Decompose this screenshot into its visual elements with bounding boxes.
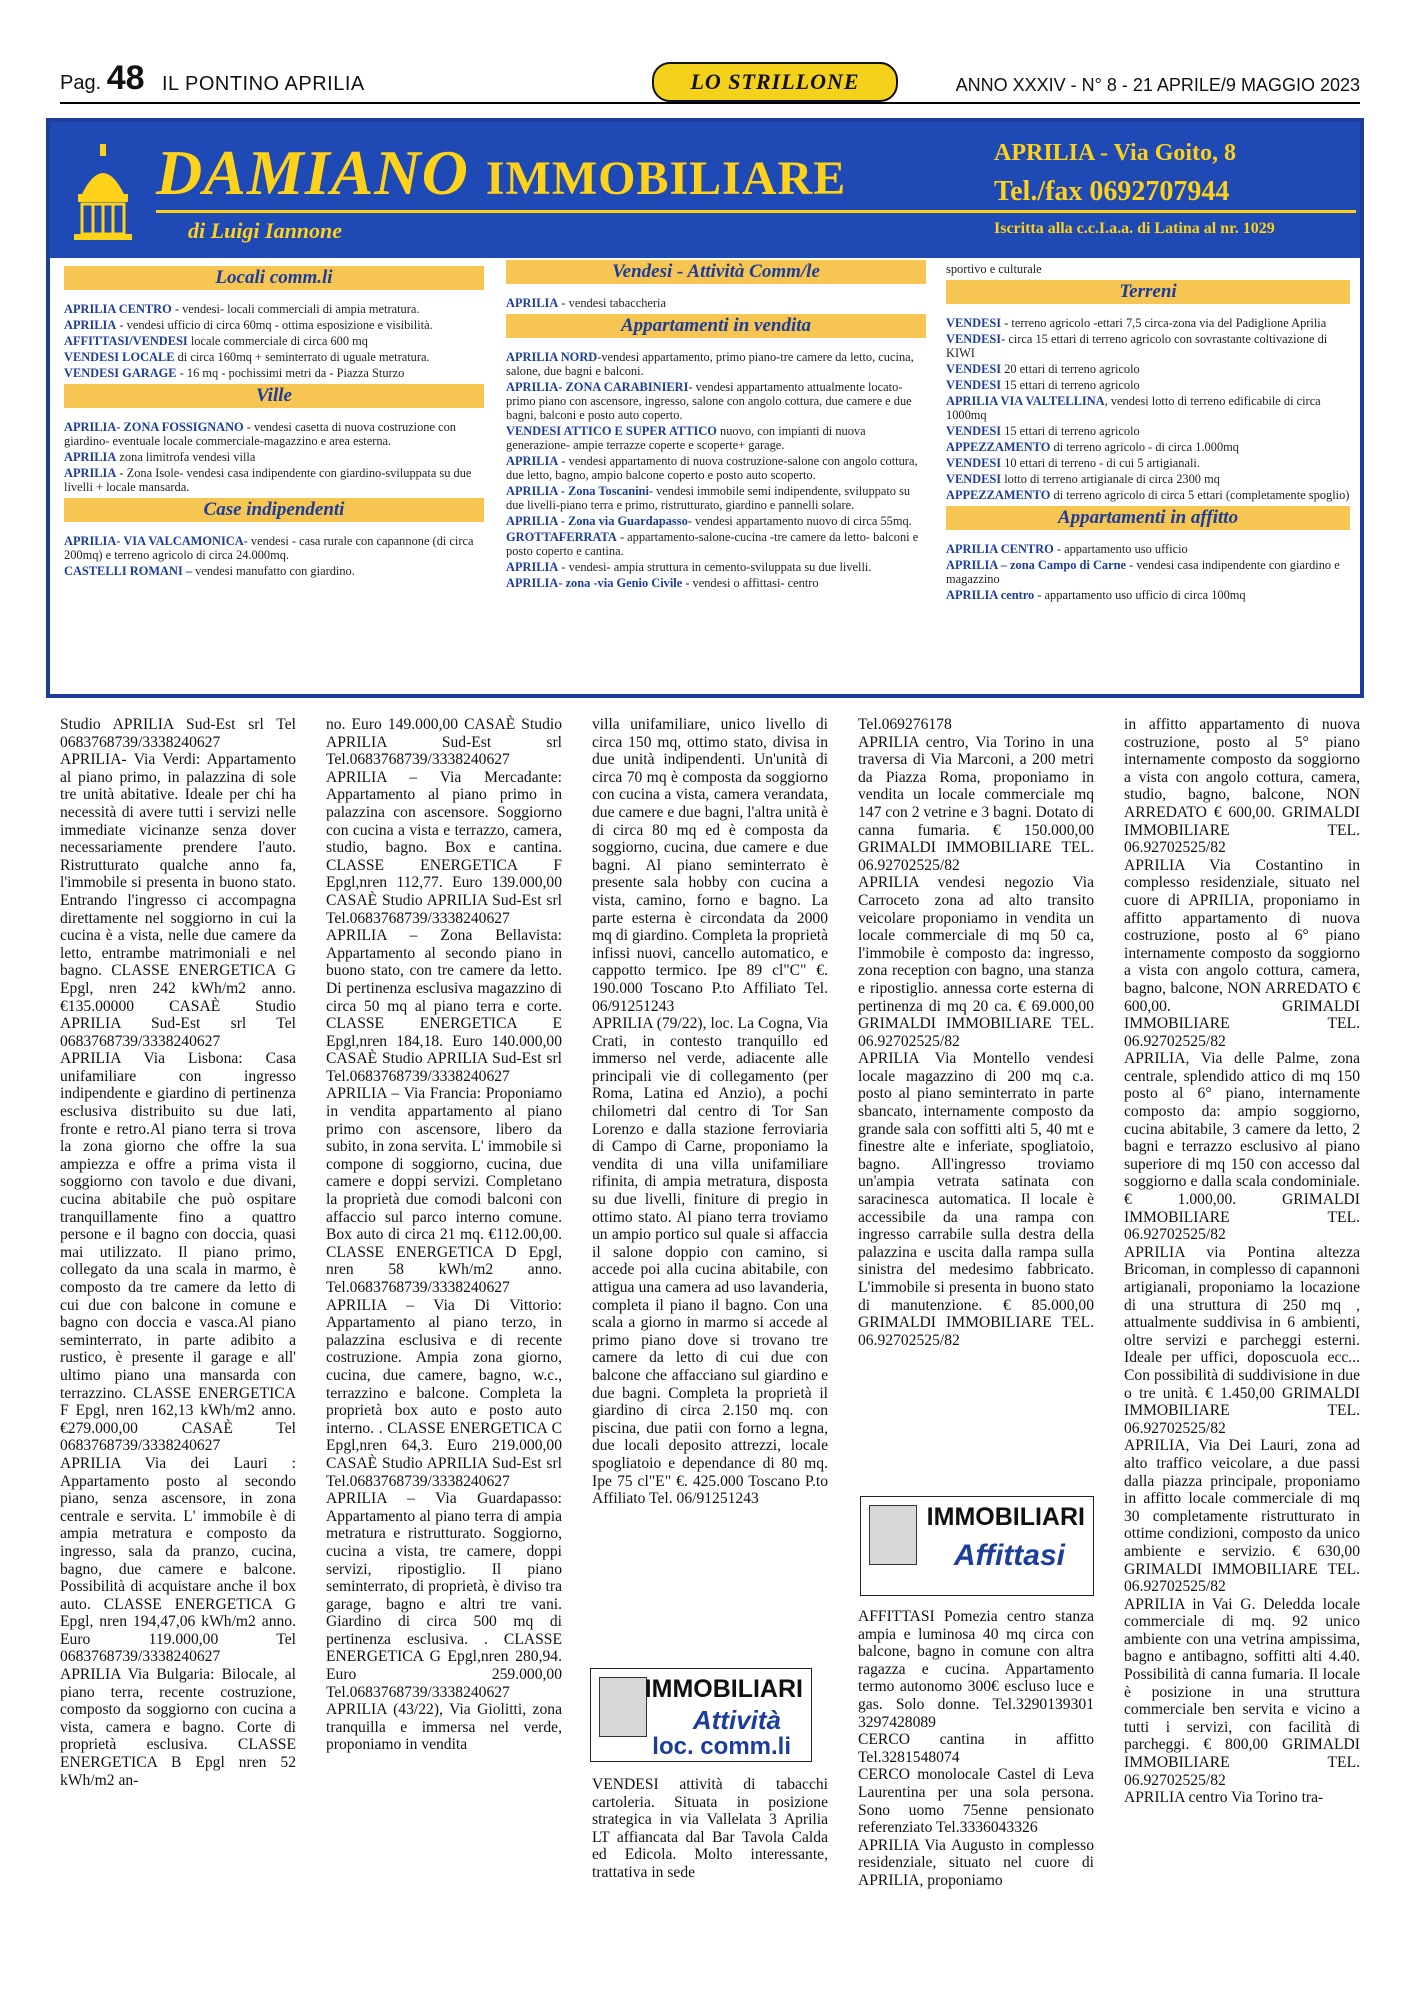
listing-text: - vendesi immobile semi indipendente, sviluppato su due livelli-piano terra e primo, ristrutturato, giardino e pannelli solare. (506, 484, 911, 512)
agency-phone: Tel./fax 0692707944 (994, 176, 1230, 207)
classified-ad: APRILIA Via Costantino in complesso residenziale, situato nel cuore di APRILIA, proponiamo in affitto appartamento di nuova costruzione, posto al 6° piano internamente composto da soggiorno a vista con angolo cottura, camera, bagno, balcone, NON ARREDATO € 600,00. GRIMALDI IMMOBILIARE TEL. 06.92702525/82 (1124, 856, 1360, 1050)
listing-keyword: APRILIA CENTRO (64, 302, 172, 316)
listing-keyword: APRILIA - Zona Toscanini (506, 484, 649, 498)
listings-column-3-lower (592, 1776, 828, 1882)
box-title: IMMOBILIARI (644, 1675, 803, 1703)
section-terreni: Terreni (946, 280, 1350, 304)
classified-ad: CERCO monolocale Castel di Leva Laurentina per una sola persona. Sono uomo 75enne pensionato referenziato Tel.3336043326 (858, 1766, 1094, 1837)
listing-item (64, 534, 484, 562)
classified-ad: Tel.069276178 (858, 716, 952, 733)
listing-item (946, 316, 1350, 330)
listing-keyword: VENDESI LOCALE (64, 350, 175, 364)
listing-text: - appartamento uso ufficio di circa 100mq (1034, 588, 1246, 602)
listing-item (946, 378, 1350, 392)
listing-text: - vendesi casa indipendente con giardino e magazzino (946, 558, 1340, 586)
listing-keyword: VENDESI (946, 456, 1002, 470)
classified-ad: APRILIA in Vai G. Deledda locale commerciale di mq. 92 unico ambiente con una vetrina ampissima, bagno e antibagno, soffitti alti 4.40. Possibilità di canna fumaria. Il locale è posizione in una struttura commerciale ben servita e vicino a tutti i servizi, con facilità di parcheggi. € 800,00 GRIMALDI IMMOBILIARE TEL. 06.92702525/82 (1124, 1595, 1360, 1789)
classified-ad: APRILIA- Via Verdi: Appartamento al piano primo, in palazzina di sole tre unità abitative. Ideale per chi ha necessità di avere tutti i servizi nelle immediate vicinanze senza dover necessariamente prendere l'auto. Ristrutturato qualche anno fa, l'immobile si presenta in buono stato. Entrando l'ingresso ci accompagna direttamente nel soggiorno in cui la cucina è a vista, nelle due camere da letto, entrambe matrimoniali e nel bagno. CLASSE ENERGETICA G Epgl, nren 242 kWh/m2 anno. €135.00000 CASAÈ Studio APRILIA Sud-Est srl Tel 0683768739/3338240627 (60, 751, 296, 1050)
classified-ad: APRILIA – Via Francia: Proponiamo in vendita appartamento al piano primo con ascensore, libero da subito, in zona servita. L' immobile si compone di soggiorno, cucina, due camere e doppi servizi. Completano la proprietà due comodi balconi con affaccio sul parco interno comune. Box auto di circa 21 mq. €112.00,00. CLASSE ENERGETICA D Epgl, nren 58 kWh/m2 anno. Tel.0683768739/3338240627 (326, 1085, 562, 1296)
listing-text: 20 ettari di terreno agricolo (1001, 362, 1140, 376)
newsboy-illustration (599, 1677, 647, 1737)
listings-column-4 (858, 716, 1094, 1349)
classified-ad: APRILIA centro Via Torino tra- (1124, 1789, 1324, 1807)
section-locali-comm: Locali comm.li (64, 266, 484, 290)
listing-item (506, 530, 926, 558)
listing-keyword: APRILIA (64, 318, 117, 332)
listing-text: -vendesi appartamento, primo piano-tre camere da letto, cucina, salone, due bagni e balconi. (506, 350, 914, 378)
listing-keyword: VENDESI (946, 424, 1002, 438)
section-attivita-commerciali: Vendesi - Attività Comm/le (506, 260, 926, 284)
listing-text: zona limitrofa vendesi villa (116, 450, 256, 464)
listing-item (506, 560, 926, 574)
listing-text: - vendesi ufficio di circa 60mq - ottima esposizione e visibilità. (116, 318, 433, 332)
listing-text: - vendesi appartamento attualmente locato-primo piano con ascensore, ingresso, salone con angolo cottura, due camere e due bagni, balconi e posto auto coperto. (506, 380, 912, 422)
box-subtitle: Attività (692, 1705, 781, 1735)
classified-ad: Studio APRILIA Sud-Est srl Tel 0683768739/3338240627 (60, 716, 296, 751)
listing-text: - vendesi tabaccheria (558, 296, 666, 310)
listing-text: - vendesi casetta di nuova costruzione con giardino- eventuale locale commerciale-magazzino e area esterna. (64, 420, 456, 448)
damiano-immobiliare-ad (46, 118, 1364, 698)
agency-address: APRILIA - Via Goito, 8 (994, 140, 1237, 166)
classified-ad: APRILIA Via dei Lauri : Appartamento posto al secondo piano, senza ascensore, in zona centrale e servita. L' immobile è di ampia metratura e composto da ingresso, sala da pranzo, cucina, bagno, due camere e balcone. Possibilità di acquistare anche il box auto. CLASSE ENERGETICA G Epgl, nren 194,47,06 kWh/m2 anno. Euro 119.000,00 Tel 0683768739/3338240627 (60, 1454, 296, 1666)
listing-text: lotto di terreno artigianale di circa 2300 mq (1001, 472, 1220, 486)
listing-keyword: APRILIA – zona Campo di Carne (946, 558, 1127, 572)
listing-text: di terreno agricolo - di circa 1.000mq (1050, 440, 1239, 454)
classified-ad: VENDESI attività di tabacchi cartoleria. Situata in posizione strategica in via Vallelata 3 Aprilia LT affiancata dal Bar Tavola Calda ed Edicola. Molto interessante, trattativa in sede (592, 1776, 828, 1881)
listing-keyword: VENDESI (946, 332, 1002, 346)
listing-item (64, 450, 484, 464)
classified-ad: CERCO cantina in affitto Tel.3281548074 (858, 1731, 1094, 1766)
listing-item (946, 440, 1350, 454)
listing-item (946, 588, 1350, 602)
listing-text: - circa 15 ettari di terreno agricolo con sovrastante coltivazione di KIWI (946, 332, 1328, 360)
listing-item (946, 488, 1350, 502)
church-dome-icon (74, 144, 132, 240)
listing-item (64, 564, 484, 578)
classified-ad: AFFITTASI Pomezia centro stanza ampia e luminosa 40 mq circa con balcone, bagno in comune con altra ragazza e cucina. Appartamento termo autonomo 300€ escluso luce e gas. Solo donne. Tel.3290139301 3297428089 (858, 1608, 1094, 1731)
section-appartamenti-affitto: Appartamenti in affitto (946, 506, 1350, 530)
ad-banner (50, 122, 1360, 258)
agency-registration: Iscritta alla c.c.I.a.a. di Latina al nr. 1029 (994, 220, 1275, 237)
ad-column-2 (506, 260, 926, 592)
listing-item (946, 472, 1350, 486)
listing-item (946, 542, 1350, 556)
listing-keyword: VENDESI (946, 378, 1002, 392)
listing-text: - appartamento uso ufficio (1053, 542, 1188, 556)
listings-column-5 (1124, 716, 1360, 1807)
listing-item (506, 296, 926, 310)
listing-keyword: APRILIA- zona -via Genio Civile (506, 576, 683, 590)
listing-keyword: APRILIA centro (946, 588, 1035, 602)
listing-item (946, 362, 1350, 376)
listing-item (946, 332, 1350, 360)
listing-keyword: APRILIA- VIA VALCAMONICA- (64, 534, 248, 548)
listings-column-3 (592, 716, 828, 1508)
listing-keyword: APRILIA (506, 454, 559, 468)
listing-text: 15 ettari di terreno agricolo (1001, 378, 1140, 392)
listing-keyword: APRILIA- ZONA FOSSIGNANO (64, 420, 244, 434)
listing-item (64, 350, 484, 364)
section-appartamenti-vendita: Appartamenti in vendita (506, 314, 926, 338)
listing-item (64, 318, 484, 332)
section-ville: Ville (64, 384, 484, 408)
owner-name: di Luigi Iannone (188, 218, 343, 243)
newsboy-illustration (869, 1505, 917, 1565)
banner-divider (156, 210, 1356, 213)
classified-ad: APRILIA (43/22), Via Giolitti, zona tranquilla e immersa nel verde, proponiamo in vendita (326, 1701, 562, 1754)
listing-keyword: APPEZZAMENTO (946, 488, 1051, 502)
classified-ad: APRILIA vendesi negozio Via Carroceto zona ad alto transito veicolare proponiamo in vendita un locale commerciale di mq 50 ca, l'immobile è composto da: ingresso, zona reception con bagno, una stanza e ripostiglio. annessa corte esterna di pertinenza di mq 20 ca. € 69.000,00 GRIMALDI IMMOBILIARE TEL. 06.92702525/82 (858, 874, 1094, 1050)
listing-item (506, 350, 926, 378)
listing-text: 15 ettari di terreno agricolo (1001, 424, 1140, 438)
listing-keyword: APRILIA - Zona via Guardapasso (506, 514, 688, 528)
listing-keyword: GROTTAFERRATA (506, 530, 617, 544)
listing-item (64, 420, 484, 448)
listing-item (506, 484, 926, 512)
issue-info: ANNO XXXIV - N° 8 - 21 APRILE/9 MAGGIO 2023 (955, 75, 1360, 95)
classified-ad: APRILIA centro, Via Torino in una traversa di Via Marconi, a 200 metri da Piazza Roma, proponiamo in vendita un locale commerciale mq 147 con 2 vetrine e 3 bagni. Dotato di canna fumaria. € 150.000,00 GRIMALDI IMMOBILIARE TEL. 06.92702525/82 (858, 733, 1095, 874)
listing-keyword: APRILIA CENTRO (946, 542, 1054, 556)
listing-text: - vendesi o affittasi- centro (682, 576, 819, 590)
brand-name: DAMIANO IMMOBILIARE (156, 137, 847, 208)
box-title: IMMOBILIARI (926, 1503, 1085, 1531)
listing-item (506, 454, 926, 482)
listing-item (946, 394, 1350, 422)
immobiliari-attivita-box (590, 1668, 812, 1762)
page-header (60, 60, 1360, 104)
listings-column-2 (326, 716, 562, 1754)
newspaper-name: IL PONTINO APRILIA (162, 73, 365, 95)
listing-text: locale commerciale di circa 600 mq (187, 334, 368, 348)
classified-ad: APRILIA, Via Dei Lauri, zona ad alto traffico veicolare, a due passi dalla piazza principale, proponiamo in affitto locale commerciale di mq 30 completamente ristrutturato in ottime condizioni, composto da unico ambiente e servizio. € 630,00 GRIMALDI IMMOBILIARE TEL. 06.92702525/82 (1124, 1437, 1360, 1596)
listing-keyword: APRILIA (506, 560, 559, 574)
classified-ad: APRILIA Via Augusto in complesso residenziale, situato nel cuore di APRILIA, proponiamo (858, 1836, 1094, 1889)
classified-ad: APRILIA Via Lisbona: Casa unifamiliare con ingresso indipendente e giardino di pertinenza esclusiva distribuito su due lati, fronte e retro.Al piano terra si trova la zona giorno che offre la sua ampiezza e offre a prima vista il soggiorno con tavolo e due divani, cucina abitabile che può ospitare tranquillamente fino a quattro persone e il bagno con doccia, quasi mai utilizzato. Il piano primo, collegato da una scala in marmo, è composto da tre camere da letto di cui due con balcone in comune e bagno con doccia e vasca.Al piano seminterrato, in parte adibito a rustico, è presente il garage e all' ultimo piano una mansarda con terrazzino. CLASSE ENERGETICA F Epgl, nren 162,13 kWh/m2 anno. €279.000,00 CASAÈ Tel 0683768739/3338240627 (60, 1050, 296, 1455)
page-number: Pag. 48 (60, 59, 145, 97)
listing-keyword: VENDESI GARAGE (64, 366, 177, 380)
listing-keyword: VENDESI (946, 316, 1002, 330)
classified-ad: in affitto appartamento di nuova costruzione, posto al 5° piano internamente composto da soggiorno a vista con angolo cottura, camera, studio, bagno, balcone, NON ARREDATO € 600,00. GRIMALDI IMMOBILIARE TEL. 06.92702525/82 (1124, 716, 1360, 857)
listing-text: 10 ettari di terreno - di cui 5 artigianali. (1001, 456, 1200, 470)
classified-ad: APRILIA Via Bulgaria: Bilocale, al piano terra, recente costruzione, composto da soggiorno con cucina a vista, camera e bagno. Corte di proprietà esclusiva. CLASSE ENERGETICA B Epgl nren 52 kWh/m2 an- (60, 1666, 296, 1789)
listing-keyword: AFFITTASI/VENDESI (64, 334, 188, 348)
lo-strillone-logo: LO STRILLONE (652, 62, 898, 102)
listing-item (64, 466, 484, 494)
listing-item (64, 302, 484, 316)
listing-item (506, 514, 926, 528)
listing-text: di circa 160mq + seminterrato di uguale metratura. (174, 350, 430, 364)
ad-column-3 (946, 262, 1350, 604)
listing-text: di terreno agricolo di circa 5 ettari (completamente spoglio) (1050, 488, 1350, 502)
classified-ad: APRILIA – Zona Bellavista: Appartamento al secondo piano in buono stato, con tre camere da letto. Di pertinenza esclusiva magazzino di circa 50 mq al piano terra e corte. CLASSE ENERGETICA E Epgl,nren 184,18. Euro 140.000,00 CASAÈ Studio APRILIA Sud-Est srl Tel.0683768739/3338240627 (326, 927, 562, 1085)
listing-keyword: VENDESI (946, 472, 1002, 486)
classified-ad: no. Euro 149.000,00 CASAÈ Studio APRILIA Sud-Est srl Tel.0683768739/3338240627 (326, 716, 562, 769)
listing-item (506, 380, 926, 422)
listing-item (64, 366, 484, 380)
classified-ad: APRILIA Via Montello vendesi locale magazzino di 200 mq c.a. posto al piano seminterrato in parte sbancato, internamente composto da grande sala con soffitti alti 5, 40 mt e finestre alte e inferiate, spogliatoio, bagno. All'ingresso troviamo un'ampia vetrata satinata con saracinesca automatica. Il locale è accessibile da una rampa con ingresso carrabile sulla destra della palazzina e uscita dalla rampa sulla sinistra del medesimo fabbricato. L'immobile si presenta in buono stato di manutenzione. € 85.000,00 GRIMALDI IMMOBILIARE TEL. 06.92702525/82 (858, 1050, 1094, 1349)
listing-keyword: APPEZZAMENTO (946, 440, 1051, 454)
listing-text: - vendesi- ampia struttura in cemento-sviluppata su due livelli. (558, 560, 872, 574)
listing-item (946, 456, 1350, 470)
ad-column-1 (64, 266, 484, 580)
classified-ad: villa unifamiliare, unico livello di circa 150 mq, ottimo stato, divisa in due unità indipendenti. Un'unità di circa 70 mq è composta da soggiorno con cucina a vista, camera verandata, due camere e due bagni, l'altra unità è di circa 80 mq ed è composta da soggiorno, cucina, due camere e due bagni. Al piano seminterrato è presente sala hobby con cucina a vista, camino, forno e bagno. La parte esterna è circondata da 2000 mq di giardino. Completa la proprietà infissi nuovi, cancello automatico, e cappotto termico. Ipe 89 cl"C" €. 190.000 Toscano P.to Affiliato Tel. 06/91251243 (592, 716, 828, 1015)
listings-column-4-lower (858, 1608, 1094, 1890)
listing-text: nuovo, con impianti di nuova generazione- ampie terrazze coperte e scoperte+ garage. (506, 424, 866, 452)
listing-text: - Zona Isole- vendesi casa indipendente con giardino-sviluppata su due livelli + locale mansarda. (64, 466, 472, 494)
classified-ad: APRILIA, Via delle Palme, zona centrale, splendido attico di mq 150 posto al 6° piano, internamente composto da: ampio soggiorno, cucina abitabile, 3 camere da letto, 2 bagni e terrazzo esclusivo al piano superiore di mq 150 con accesso dal soggiorno e dalla scala condominiale. € 1.000,00. GRIMALDI IMMOBILIARE TEL. 06.92702525/82 (1124, 1050, 1360, 1244)
listing-text: vendesi - casa rurale con capannone (di circa 200mq) e terreno agricolo di circa 24.000mq. (64, 534, 474, 562)
section-case-indipendenti: Case indipendenti (64, 498, 484, 522)
listing-keyword: VENDESI ATTICO E SUPER ATTICO (506, 424, 717, 438)
listing-keyword: APRILIA (64, 466, 117, 480)
classified-ad: APRILIA (79/22), loc. La Cogna, Via Crati, in contesto tranquillo ed immerso nel verde, adiacente alle principali vie di collegamento (per Roma, Latina ed Anzio), a pochi chilometri dal centro di Tor San Lorenzo e dalla stazione ferroviaria di Campo di Carne, proponiamo la vendita di una villa unifamiliare rifinita, di ampia metratura, disposta su due livelli, finiture di pregio in ottimo stato. Al piano terra troviamo un ampio portico sul quale si affaccia il salone doppio con camino, si accede poi alla cucina abitabile, con attigua una camera ad uso lavanderia, completa il piano il bagno. Con una scala a giorno in marmo si accede al primo piano dove si trovano tre camere da letto di cui due con balcone che affacciano sul giardino e due bagni. Completa la proprietà il giardino di circa 2.150 mq. con piscina, due patii con forno a legna, due locali deposito attrezzi, locale spogliatoio e dependance di 80 mq. Ipe 75 cl"E" €. 425.000 Toscano P.to Affiliato Tel. 06/91251243 (592, 1015, 828, 1508)
listing-text: vendesi manufatto con giardino. (192, 564, 355, 578)
listing-keyword: CASTELLI ROMANI – (64, 564, 193, 578)
listing-keyword: APRILIA (64, 450, 117, 464)
listing-keyword: APRILIA (506, 296, 559, 310)
listings-column-1 (60, 716, 296, 1789)
box-subtitle: Affittasi (953, 1539, 1065, 1572)
classified-ad: APRILIA – Via Mercadante: Appartamento al piano primo in palazzina con ascensore. Soggiorno con cucina a vista e terrazzo, camera, studio, bagno. Box e cantina. CLASSE ENERGETICA F Epgl,nren 112,77. Euro 139.000,00 CASAÈ Studio APRILIA Sud-Est srl Tel.0683768739/3338240627 (326, 768, 562, 927)
listing-text: - 16 mq - pochissimi metri da - Piazza Sturzo (176, 366, 405, 380)
listing-keyword: APRILIA- ZONA CARABINIERI (506, 380, 689, 394)
classified-ad: APRILIA – Via Guardapasso: Appartamento al piano terra di ampia metratura e ristrutturato. Soggiorno, cucina a vista, tre camere, doppi servizi, ripostiglio. Il piano seminterrato, di proprietà, è diviso tra garage, bagno e altri tre vani. Giardino di circa 500 mq di pertinenza esclusiva. . CLASSE ENERGETICA G Epgl,nren 280,94. Euro 259.000,00 Tel.0683768739/3338240627 (326, 1490, 562, 1701)
listing-text: - vendesi appartamento di nuova costruzione-salone con angolo cottura, due letto, bagno, ampio balcone coperto e posto auto scoperto. (506, 454, 918, 482)
listing-keyword: APRILIA VIA VALTELLINA (946, 394, 1105, 408)
classified-ad: APRILIA via Pontina altezza Bricoman, in complesso di capannoni artigianali, proponiamo la locazione di una struttura di 250 mq , attualmente suddivisa in 6 ambienti, oltre servizi e parcheggi esterni. Ideale per uffici, doposcuola ecc... Con possibilità di suddivisione in due o tre unità. € 1.450,00 GRIMALDI IMMOBILIARE TEL. 06.92702525/82 (1124, 1243, 1360, 1437)
listing-item (946, 558, 1350, 586)
immobiliari-affittasi-box (860, 1496, 1094, 1596)
listing-item (946, 424, 1350, 438)
box-caption: loc. comm.li (652, 1733, 791, 1760)
listing-item (64, 334, 484, 348)
listing-keyword: VENDESI (946, 362, 1002, 376)
column-intro: sportivo e culturale (946, 262, 1042, 276)
listing-item (506, 576, 926, 590)
listing-text: - vendesi appartamento nuovo di circa 55mq. (687, 514, 912, 528)
listing-keyword: APRILIA NORD (506, 350, 598, 364)
listing-text: , vendesi lotto di terreno edificabile di circa 1000mq (946, 394, 1321, 422)
listing-text: - appartamento-salone-cucina -tre camere da letto- balconi e posto coperto e cantina. (506, 530, 919, 558)
classified-ad: APRILIA – Via Di Vittorio: Appartamento al piano terzo, in palazzina esclusiva e di recente costruzione. Ampia zona giorno, cucina, due camere, bagno, w.c., terrazzino e balcone. Completa la proprietà box auto e posto auto interno. . CLASSE ENERGETICA C Epgl,nren 64,3. Euro 219.000,00 CASAÈ Studio APRILIA Sud-Est srl Tel.0683768739/3338240627 (326, 1296, 562, 1490)
listing-text: - vendesi- locali commerciali di ampia metratura. (171, 302, 420, 316)
listing-text: - terreno agricolo -ettari 7,5 circa-zona via del Padiglione Aprilia (1001, 316, 1327, 330)
listing-item (506, 424, 926, 452)
